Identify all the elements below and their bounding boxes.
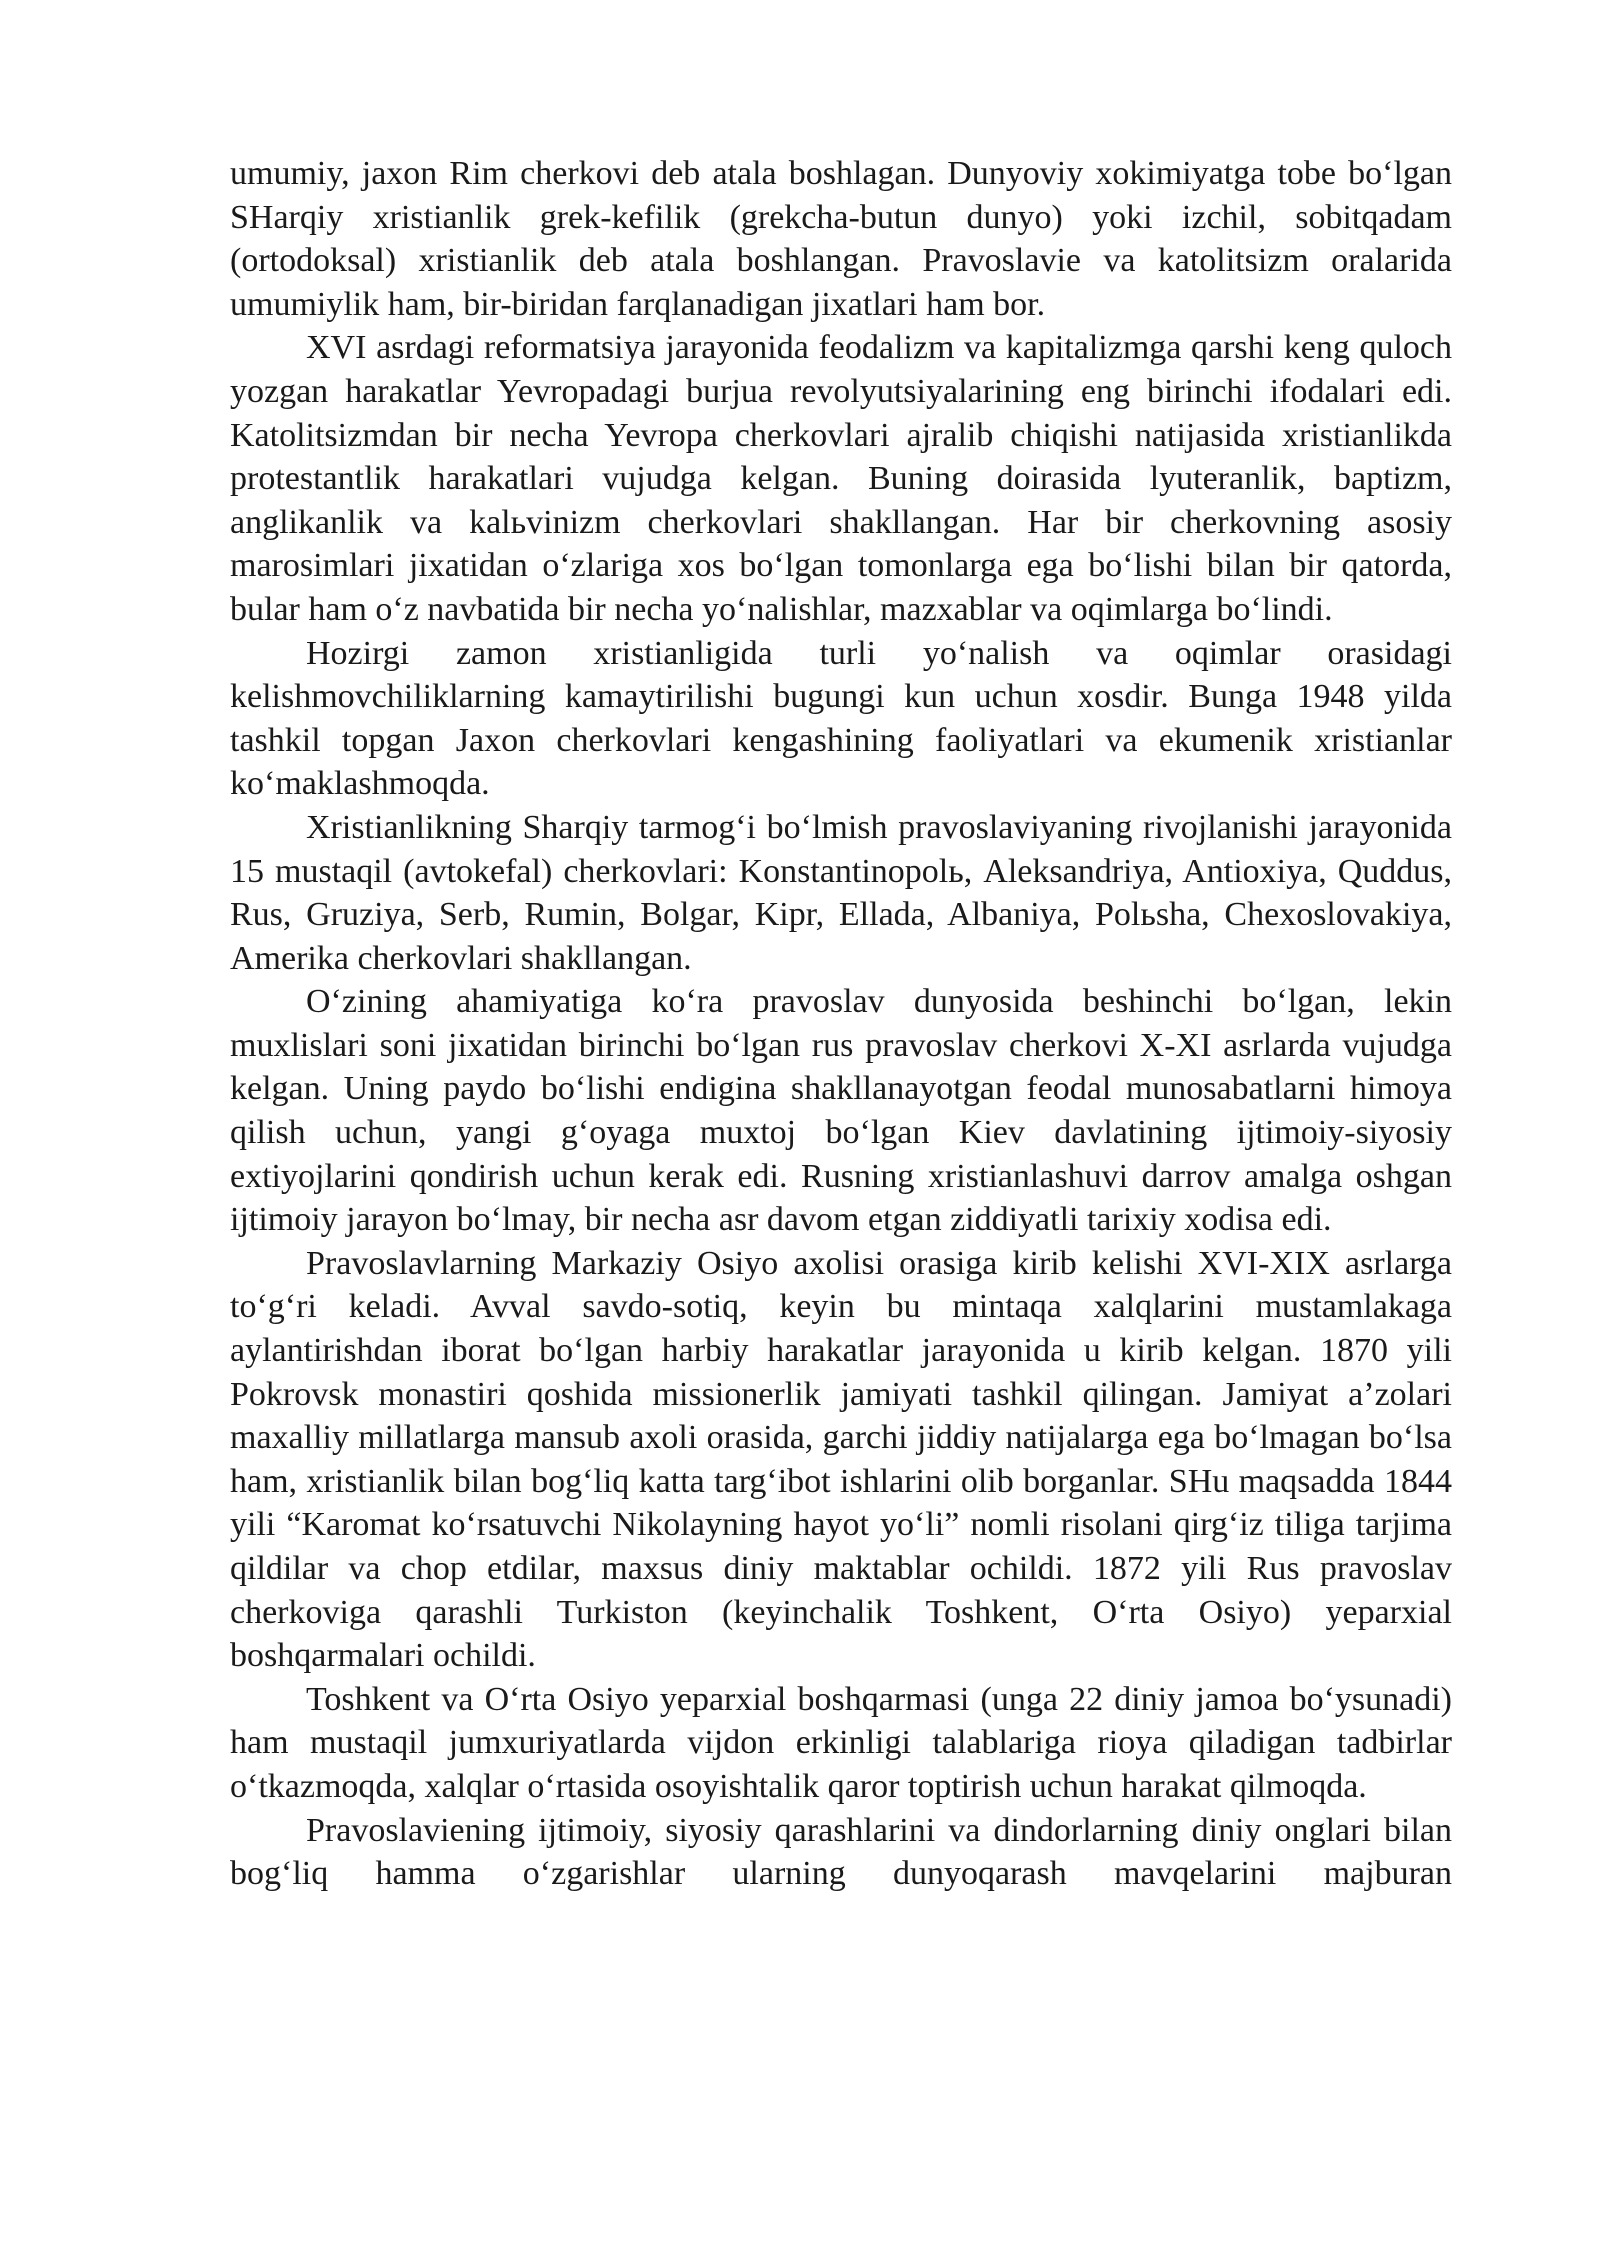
paragraph-4: Xristianlikning Sharqiy tarmog‘i bo‘lmish pravoslaviyaning rivojlanishi jarayonida 15 mustaqil (avtokefal) cherkovlari: Konstantinopolь, Aleksandriya, Antioxiya, Quddus, Rus, Gruziya, Serb, Rumin, Bolgar, Kipr, Ellada, Albaniya, Polьsha, Chexoslovakiya, Amerika cherkovlari shakllangan. — [230, 808, 1452, 977]
paragraph-1: umumiy, jaxon Rim cherkovi deb atala boshlagan. Dunyoviy xokimiyatga tobe bo‘lgan SHarqiy xristianlik grek-kefilik (grekcha-butun dunyo) yoki izchil, sobitqadam (ortodoksal) xristianlik deb atala boshlangan. Pravoslavie va katolitsizm oralarida umumiylik ham, bir-biridan farqlanadigan jixatlari ham bor. — [230, 155, 1452, 323]
paragraph-8: Pravoslaviening ijtimoiy, siyosiy qarashlarini va dindorlarning diniy onglari bilan bog‘liq hamma o‘zgarishlar ularning dunyoqarash mavqelarini majburan — [230, 1811, 1452, 1893]
paragraph-6: Pravoslavlarning Markaziy Osiyo axolisi orasiga kirib kelishi XVI-XIX asrlarga to‘g‘ri keladi. Avval savdo-sotiq, keyin bu mintaqa xalqlarini mustamlakaga aylantirishdan iborat bo‘lgan harbiy harakatlar jarayonida u kirib kelgan. 1870 yili Pokrovsk monastiri qoshida missionerlik jamiyati tashkil qilingan. Jamiyat a’zolari maxalliy millatlarga mansub axoli orasida, garchi jiddiy natijalarga ega bo‘lmagan bo‘lsa ham, xristianlik bilan bog‘liq katta targ‘ibot ishlarini olib borganlar. SHu maqsadda 1844 yili “Karomat ko‘rsatuvchi Nikolayning hayot yo‘li” nomli risolani qirg‘iz tiliga tarjima qildilar va chop etdilar, maxsus diniy maktablar ochildi. 1872 yili Rus pravoslav cherkoviga qarashli Turkiston (keyinchalik Toshkent, O‘rta Osiyo) yeparxial boshqarmalari ochildi. — [230, 1244, 1452, 1675]
document-body — [230, 152, 1452, 1896]
paragraph-2: XVI asrdagi reformatsiya jarayonida feodalizm va kapitalizmga qarshi keng quloch yozgan harakatlar Yevropadagi burjua revolyutsiyalarining eng birinchi ifodalari edi. Katolitsizmdan bir necha Yevropa cherkovlari ajralib chiqishi natijasida xristianlikda protestantlik harakatlari vujudga kelgan. Buning doirasida lyuteranlik, baptizm, anglikanlik va kalьvinizm cherkovlari shakllangan. Har bir cherkovning asosiy marosimlari jixatidan o‘zlariga xos bo‘lgan tomonlarga ega bo‘lishi bilan bir qatorda, bular ham o‘z navbatida bir necha yo‘nalishlar, mazxablar va oqimlarga bo‘lindi. — [230, 329, 1452, 628]
paragraph-7: Toshkent va O‘rta Osiyo yeparxial boshqarmasi (unga 22 diniy jamoa bo‘ysunadi) ham mustaqil jumxuriyatlarda vijdon erkinligi talablariga rioya qiladigan tadbirlar o‘tkazmoqda, xalqlar o‘rtasida osoyishtalik qaror toptirish uchun harakat qilmoqda. — [230, 1680, 1452, 1805]
paragraph-5: O‘zining ahamiyatiga ko‘ra pravoslav dunyosida beshinchi bo‘lgan, lekin muxlislari soni jixatidan birinchi bo‘lgan rus pravoslav cherkovi X-XI asrlarda vujudga kelgan. Uning paydo bo‘lishi endigina shakllanayotgan feodal munosabatlarni himoya qilish uchun, yangi g‘oyaga muxtoj bo‘lgan Kiev davlatining ijtimoiy-siyosiy extiyojlarini qondirish uchun kerak edi. Rusning xristianlashuvi darrov amalga oshgan ijtimoiy jarayon bo‘lmay, bir necha asr davom etgan ziddiyatli tarixiy xodisa edi. — [230, 983, 1452, 1239]
paragraph-3: Hozirgi zamon xristianligida turli yo‘nalish va oqimlar orasidagi kelishmovchiliklarning kamaytirilishi bugungi kun uchun xosdir. Bunga 1948 yilda tashkil topgan Jaxon cherkovlari kengashining faoliyatlari va ekumenik xristianlar ko‘maklashmoqda. — [230, 634, 1452, 803]
